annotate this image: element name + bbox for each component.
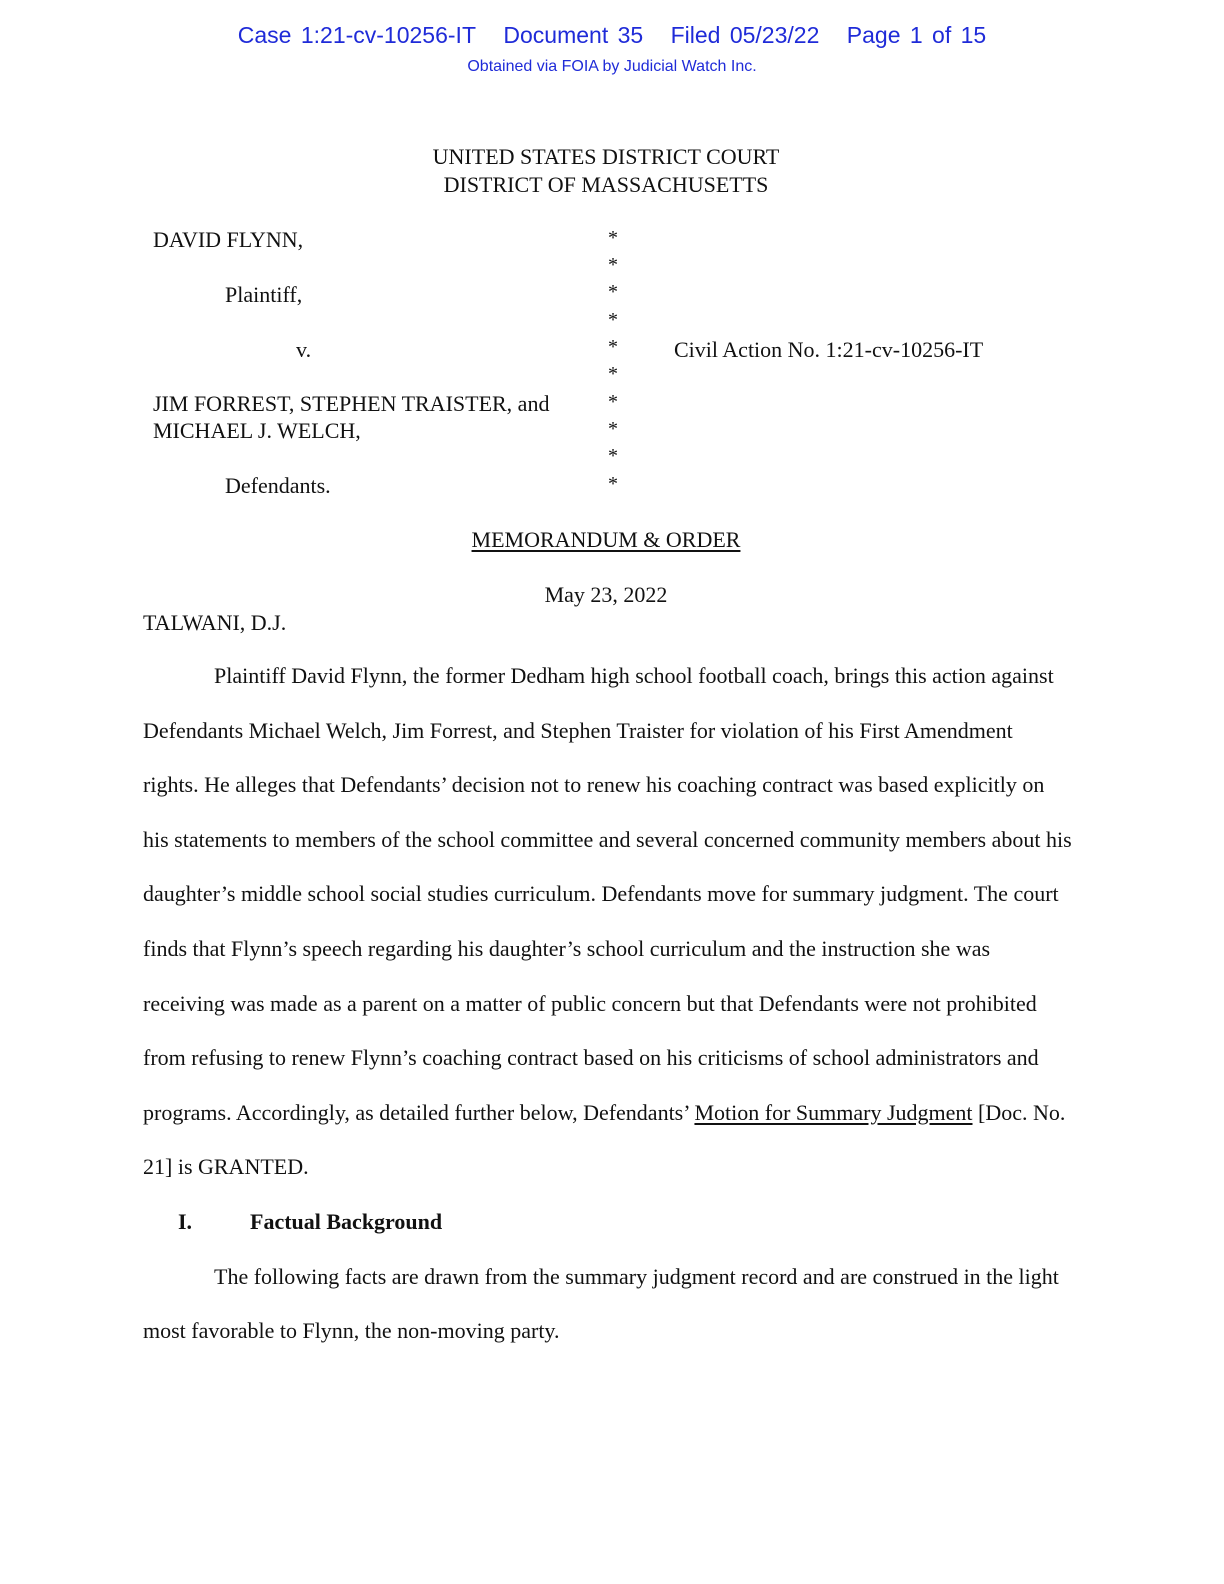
page-indicator: Page 1 of 15: [846, 22, 987, 48]
body-paragraph: [143, 649, 1073, 1195]
paragraph-text: The following facts are drawn from the summary judgment record and are construed in the light most favorable to Flynn, the non-moving party.: [143, 1263, 1059, 1344]
document-title: MEMORANDUM & ORDER: [471, 527, 741, 552]
caption-asterisk: *: [608, 227, 618, 249]
case-header: [0, 22, 1224, 49]
motion-link[interactable]: Motion for Summary Judgment: [694, 1099, 973, 1125]
plaintiff-label: Plaintiff,: [225, 282, 303, 307]
plaintiff-name: DAVID FLYNN,: [153, 227, 304, 252]
caption-asterisk: *: [608, 391, 618, 413]
versus-label: v.: [296, 337, 312, 362]
caption-asterisk: *: [608, 254, 618, 276]
foia-notice: Obtained via FOIA by Judicial Watch Inc.: [467, 58, 757, 75]
defendants-label: Defendants.: [225, 473, 331, 498]
civil-action-number: Civil Action No. 1:21-cv-10256-IT: [674, 337, 984, 362]
section-heading: [143, 1195, 1073, 1250]
caption-asterisk: *: [608, 445, 618, 467]
order-date: May 23, 2022: [544, 582, 668, 607]
section-title: Factual Background: [250, 1208, 443, 1234]
judge-name: TALWANI, D.J.: [143, 610, 287, 635]
caption-asterisk: *: [608, 363, 618, 385]
body-paragraph: [143, 1250, 1073, 1359]
caption-asterisk: *: [608, 418, 618, 440]
caption-asterisk: *: [608, 309, 618, 331]
defendants-names-line1: JIM FORREST, STEPHEN TRAISTER, and: [153, 391, 550, 416]
court-district: DISTRICT OF MASSACHUSETTS: [443, 172, 769, 197]
caption-asterisk: *: [608, 281, 618, 303]
document-number: Document 35: [503, 22, 644, 48]
caption-asterisk: *: [608, 336, 618, 358]
court-name: UNITED STATES DISTRICT COURT: [432, 144, 780, 169]
paragraph-text: Plaintiff David Flynn, the former Dedham high school football coach, brings this action against Defendants Michael Welch, Jim Forrest, and Stephen Traister for violation of his First Amendment rights. He alleges that Defendants’ decision not to renew his coaching contract was based explicitly on his statements to members of the school committee and several concerned community members about his daughter’s middle school social studies curriculum. Defendants move for summary judgment. The court finds that Flynn’s speech regarding his daughter’s school curriculum and the instruction she was receiving was made as a parent on a matter of public concern but that Defendants were not prohibited from refusing to renew Flynn’s coaching contract based on his criticisms of school administrators and programs. Accordingly, as detailed further below, Defendants’: [143, 663, 1072, 1125]
paragraph-text-end: [Doc. No. 21] is GRANTED.: [143, 1099, 1066, 1180]
document-body: [143, 649, 1073, 1359]
case-number: Case 1:21-cv-10256-IT: [237, 22, 476, 48]
caption-asterisk: *: [608, 473, 618, 495]
filed-date: Filed 05/23/22: [670, 22, 820, 48]
defendants-names-line2: MICHAEL J. WELCH,: [153, 418, 361, 443]
section-number: I.: [178, 1208, 193, 1234]
